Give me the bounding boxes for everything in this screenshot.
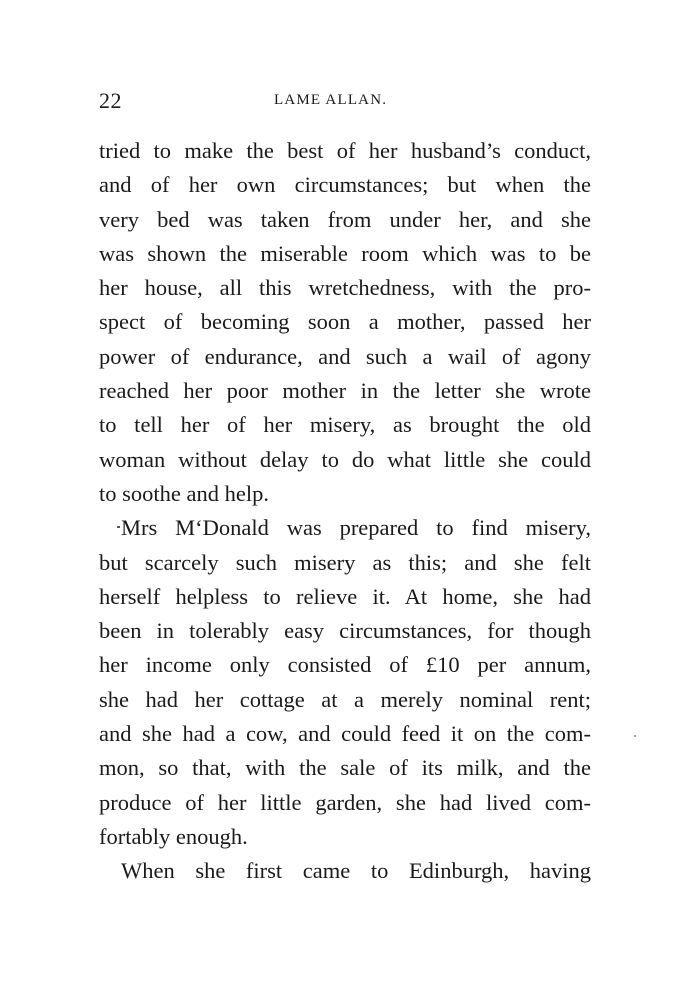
text-line: tried to make the best of her husband’s conduct, — [99, 138, 591, 163]
page-header — [99, 88, 591, 116]
text-line: very bed was taken from under her, and she — [99, 206, 591, 232]
text-line: she had her cottage at a merely nominal rent; — [99, 686, 591, 712]
text-line: to tell her of her misery, as brought the old — [99, 412, 591, 438]
text-line: been in tolerably easy circumstances, for though — [99, 618, 591, 644]
text-line: her income only consisted of £10 per annum, — [99, 652, 591, 678]
text-line: woman without delay to do what little she could — [99, 446, 591, 472]
paragraph-3 — [99, 854, 591, 888]
body-text — [99, 134, 591, 889]
text-line: herself helpless to relieve it. At home, she had — [99, 583, 591, 609]
running-title: LAME ALLAN. — [274, 92, 388, 108]
text-line: was shown the miserable room which was to be — [99, 240, 591, 266]
text-line: and of her own circumstances; but when the — [99, 172, 591, 198]
text-line: but scarcely such misery as this; and she felt — [99, 549, 591, 575]
text-line: produce of her little garden, she had lived com- — [99, 789, 591, 815]
text-line: mon, so that, with the sale of its milk, and the — [99, 755, 591, 781]
text-line: and she had a cow, and could feed it on the com- — [99, 721, 591, 747]
text-line: spect of becoming soon a mother, passed her — [99, 309, 591, 335]
paragraph-2 — [99, 511, 591, 854]
text-line: power of endurance, and such a wail of agony — [99, 343, 591, 369]
text-line: fortably enough. — [99, 823, 248, 849]
paragraph-1 — [99, 134, 591, 511]
text-line: reached her poor mother in the letter she wrote — [99, 378, 591, 404]
page-number: 22 — [99, 88, 122, 113]
text-line: Mrs MʻDonald was prepared to find misery, — [121, 515, 591, 541]
ink-speck — [634, 735, 636, 737]
text-line: When she first came to Edinburgh, having — [121, 858, 591, 884]
text-line: her house, all this wretchedness, with the pro- — [99, 275, 591, 301]
text-line: to soothe and help. — [99, 480, 269, 506]
